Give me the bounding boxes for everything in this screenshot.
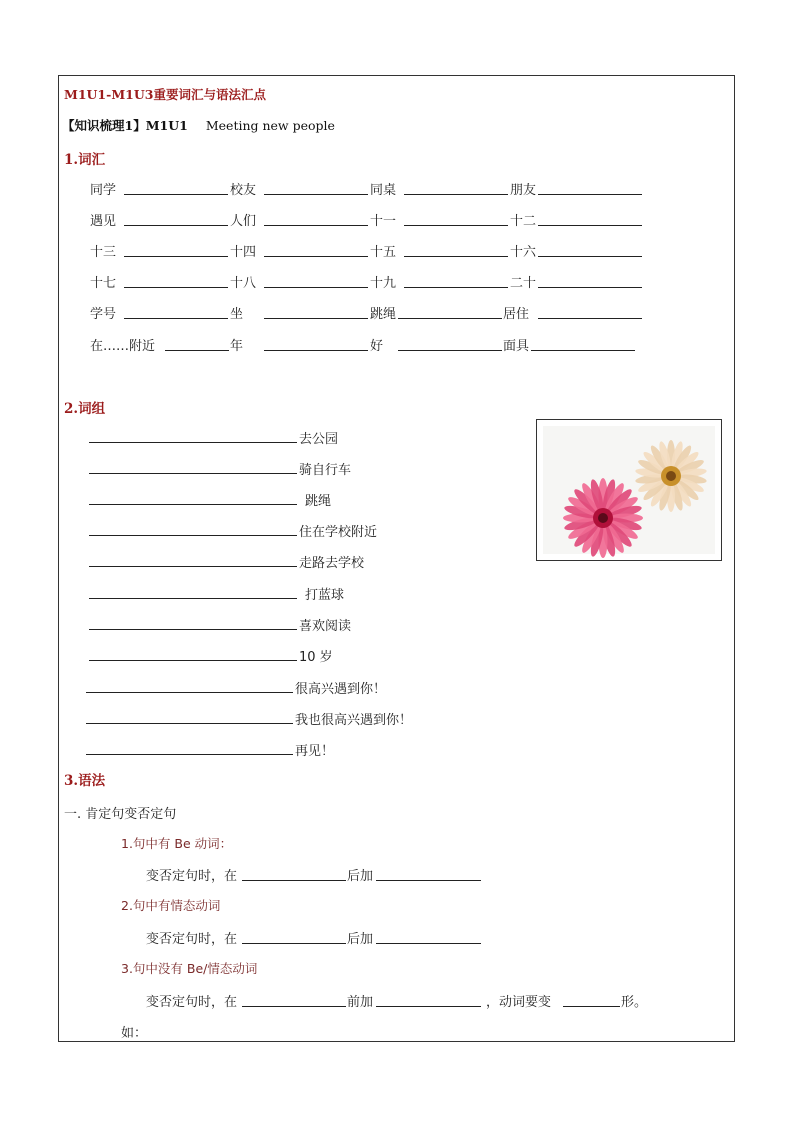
vocab-blank[interactable] <box>124 256 228 257</box>
vocab-blank[interactable] <box>124 287 228 288</box>
rule-3-form: 形。 <box>621 995 648 1010</box>
subtitle-bracket: 【知识梳理1】 <box>62 118 146 133</box>
rule-2-prefix: 变否定句时，在 <box>146 932 238 947</box>
grammar-sub-1: 1.句中有 Be 动词： <box>121 836 233 851</box>
vocab-label: 坐 <box>230 307 244 322</box>
vocab-label: 跳绳 <box>370 307 397 322</box>
phrase-label: 喜欢阅读 <box>299 619 352 634</box>
flower-icon <box>537 420 721 560</box>
phrase-blank[interactable] <box>89 535 297 536</box>
vocab-blank[interactable] <box>264 194 368 195</box>
vocab-blank[interactable] <box>538 287 642 288</box>
rule-1-blank-a[interactable] <box>242 880 346 881</box>
vocab-blank[interactable] <box>124 318 228 319</box>
vocab-label: 十二 <box>510 214 537 229</box>
vocab-label: 朋友 <box>510 183 537 198</box>
flower-image <box>536 419 722 561</box>
phrase-blank[interactable] <box>89 598 297 599</box>
phrase-label: 再见！ <box>295 744 335 759</box>
vocab-blank[interactable] <box>264 350 368 351</box>
rule-1-after: 后加 <box>347 869 374 884</box>
vocab-label: 同桌 <box>370 183 397 198</box>
grammar-heading: 3.语法 <box>64 773 106 789</box>
phrase-label: 住在学校附近 <box>299 525 378 540</box>
page-title: M1U1-M1U3重要词汇与语法汇点 <box>64 87 266 102</box>
vocab-blank[interactable] <box>264 256 368 257</box>
phrase-label: 骑自行车 <box>299 463 352 478</box>
vocab-blank[interactable] <box>264 318 368 319</box>
vocab-blank[interactable] <box>398 350 502 351</box>
vocab-label: 遇见 <box>90 214 117 229</box>
vocab-blank[interactable] <box>398 318 502 319</box>
vocab-heading: 1.词汇 <box>64 152 106 168</box>
phrase-label: 很高兴遇到你！ <box>295 682 387 697</box>
phrases-heading: 2.词组 <box>64 401 106 417</box>
rule-1-blank-b[interactable] <box>376 880 481 881</box>
vocab-label: 同学 <box>90 183 117 198</box>
rule-3-prefix: 变否定句时，在 <box>146 995 238 1010</box>
vocab-blank[interactable] <box>404 225 508 226</box>
vocab-label: 十八 <box>230 276 257 291</box>
phrase-blank[interactable] <box>89 660 297 661</box>
phrase-blank[interactable] <box>86 754 293 755</box>
vocab-blank[interactable] <box>538 256 642 257</box>
vocab-blank[interactable] <box>165 350 229 351</box>
phrase-label: 打蓝球 <box>305 588 345 603</box>
vocab-blank[interactable] <box>538 225 642 226</box>
vocab-blank[interactable] <box>124 194 228 195</box>
vocab-label: 二十 <box>510 276 537 291</box>
rule-3-blank-c[interactable] <box>563 1006 620 1007</box>
rule-3-before: 前加 <box>347 995 374 1010</box>
grammar-sub-3: 3.句中没有 Be/情态动词 <box>121 961 258 976</box>
phrase-label: 10 岁 <box>299 650 333 665</box>
vocab-blank[interactable] <box>404 194 508 195</box>
vocab-label: 居住 <box>503 307 530 322</box>
phrase-blank[interactable] <box>89 629 297 630</box>
vocab-blank[interactable] <box>538 194 642 195</box>
vocab-label: 十七 <box>90 276 117 291</box>
phrase-label: 跳绳 <box>305 494 332 509</box>
grammar-sub-2: 2.句中有情态动词 <box>121 898 221 913</box>
vocab-label: 面具 <box>503 339 530 354</box>
rule-2-blank-a[interactable] <box>242 943 346 944</box>
vocab-label: 十九 <box>370 276 397 291</box>
vocab-label: 十一 <box>370 214 397 229</box>
subtitle <box>62 116 335 134</box>
phrase-label: 我也很高兴遇到你！ <box>295 713 413 728</box>
vocab-blank[interactable] <box>538 318 642 319</box>
vocab-blank[interactable] <box>264 287 368 288</box>
vocab-label: 年 <box>230 339 244 354</box>
subtitle-unit: M1U1 <box>145 118 188 133</box>
rule-3-blank-b[interactable] <box>376 1006 481 1007</box>
subtitle-topic: Meeting new people <box>205 118 335 133</box>
phrase-blank[interactable] <box>86 723 293 724</box>
phrase-label: 走路去学校 <box>299 556 365 571</box>
phrase-blank[interactable] <box>89 473 297 474</box>
rule-3-blank-a[interactable] <box>242 1006 346 1007</box>
rule-3-verb: ，动词要变 <box>486 995 552 1010</box>
phrase-blank[interactable] <box>86 692 293 693</box>
vocab-blank[interactable] <box>404 287 508 288</box>
phrase-blank[interactable] <box>89 504 297 505</box>
vocab-label: 十三 <box>90 245 117 260</box>
phrase-blank[interactable] <box>89 442 297 443</box>
phrase-label: 去公园 <box>299 432 339 447</box>
vocab-blank[interactable] <box>124 225 228 226</box>
vocab-label: 十六 <box>510 245 537 260</box>
vocab-label: 十四 <box>230 245 257 260</box>
vocab-label: 学号 <box>90 307 117 322</box>
grammar-point-1: 一. 肯定句变否定句 <box>64 807 177 822</box>
vocab-label: 人们 <box>230 214 257 229</box>
rule-2-after: 后加 <box>347 932 374 947</box>
vocab-label: 十五 <box>370 245 397 260</box>
vocab-blank[interactable] <box>264 225 368 226</box>
rule-2-blank-b[interactable] <box>376 943 481 944</box>
vocab-label: 在……附近 <box>90 339 156 354</box>
vocab-label: 好 <box>370 339 384 354</box>
vocab-blank[interactable] <box>404 256 508 257</box>
vocab-blank[interactable] <box>531 350 635 351</box>
phrase-blank[interactable] <box>89 566 297 567</box>
vocab-label: 校友 <box>230 183 257 198</box>
example-label: 如： <box>121 1026 148 1041</box>
rule-1-prefix: 变否定句时，在 <box>146 869 238 884</box>
